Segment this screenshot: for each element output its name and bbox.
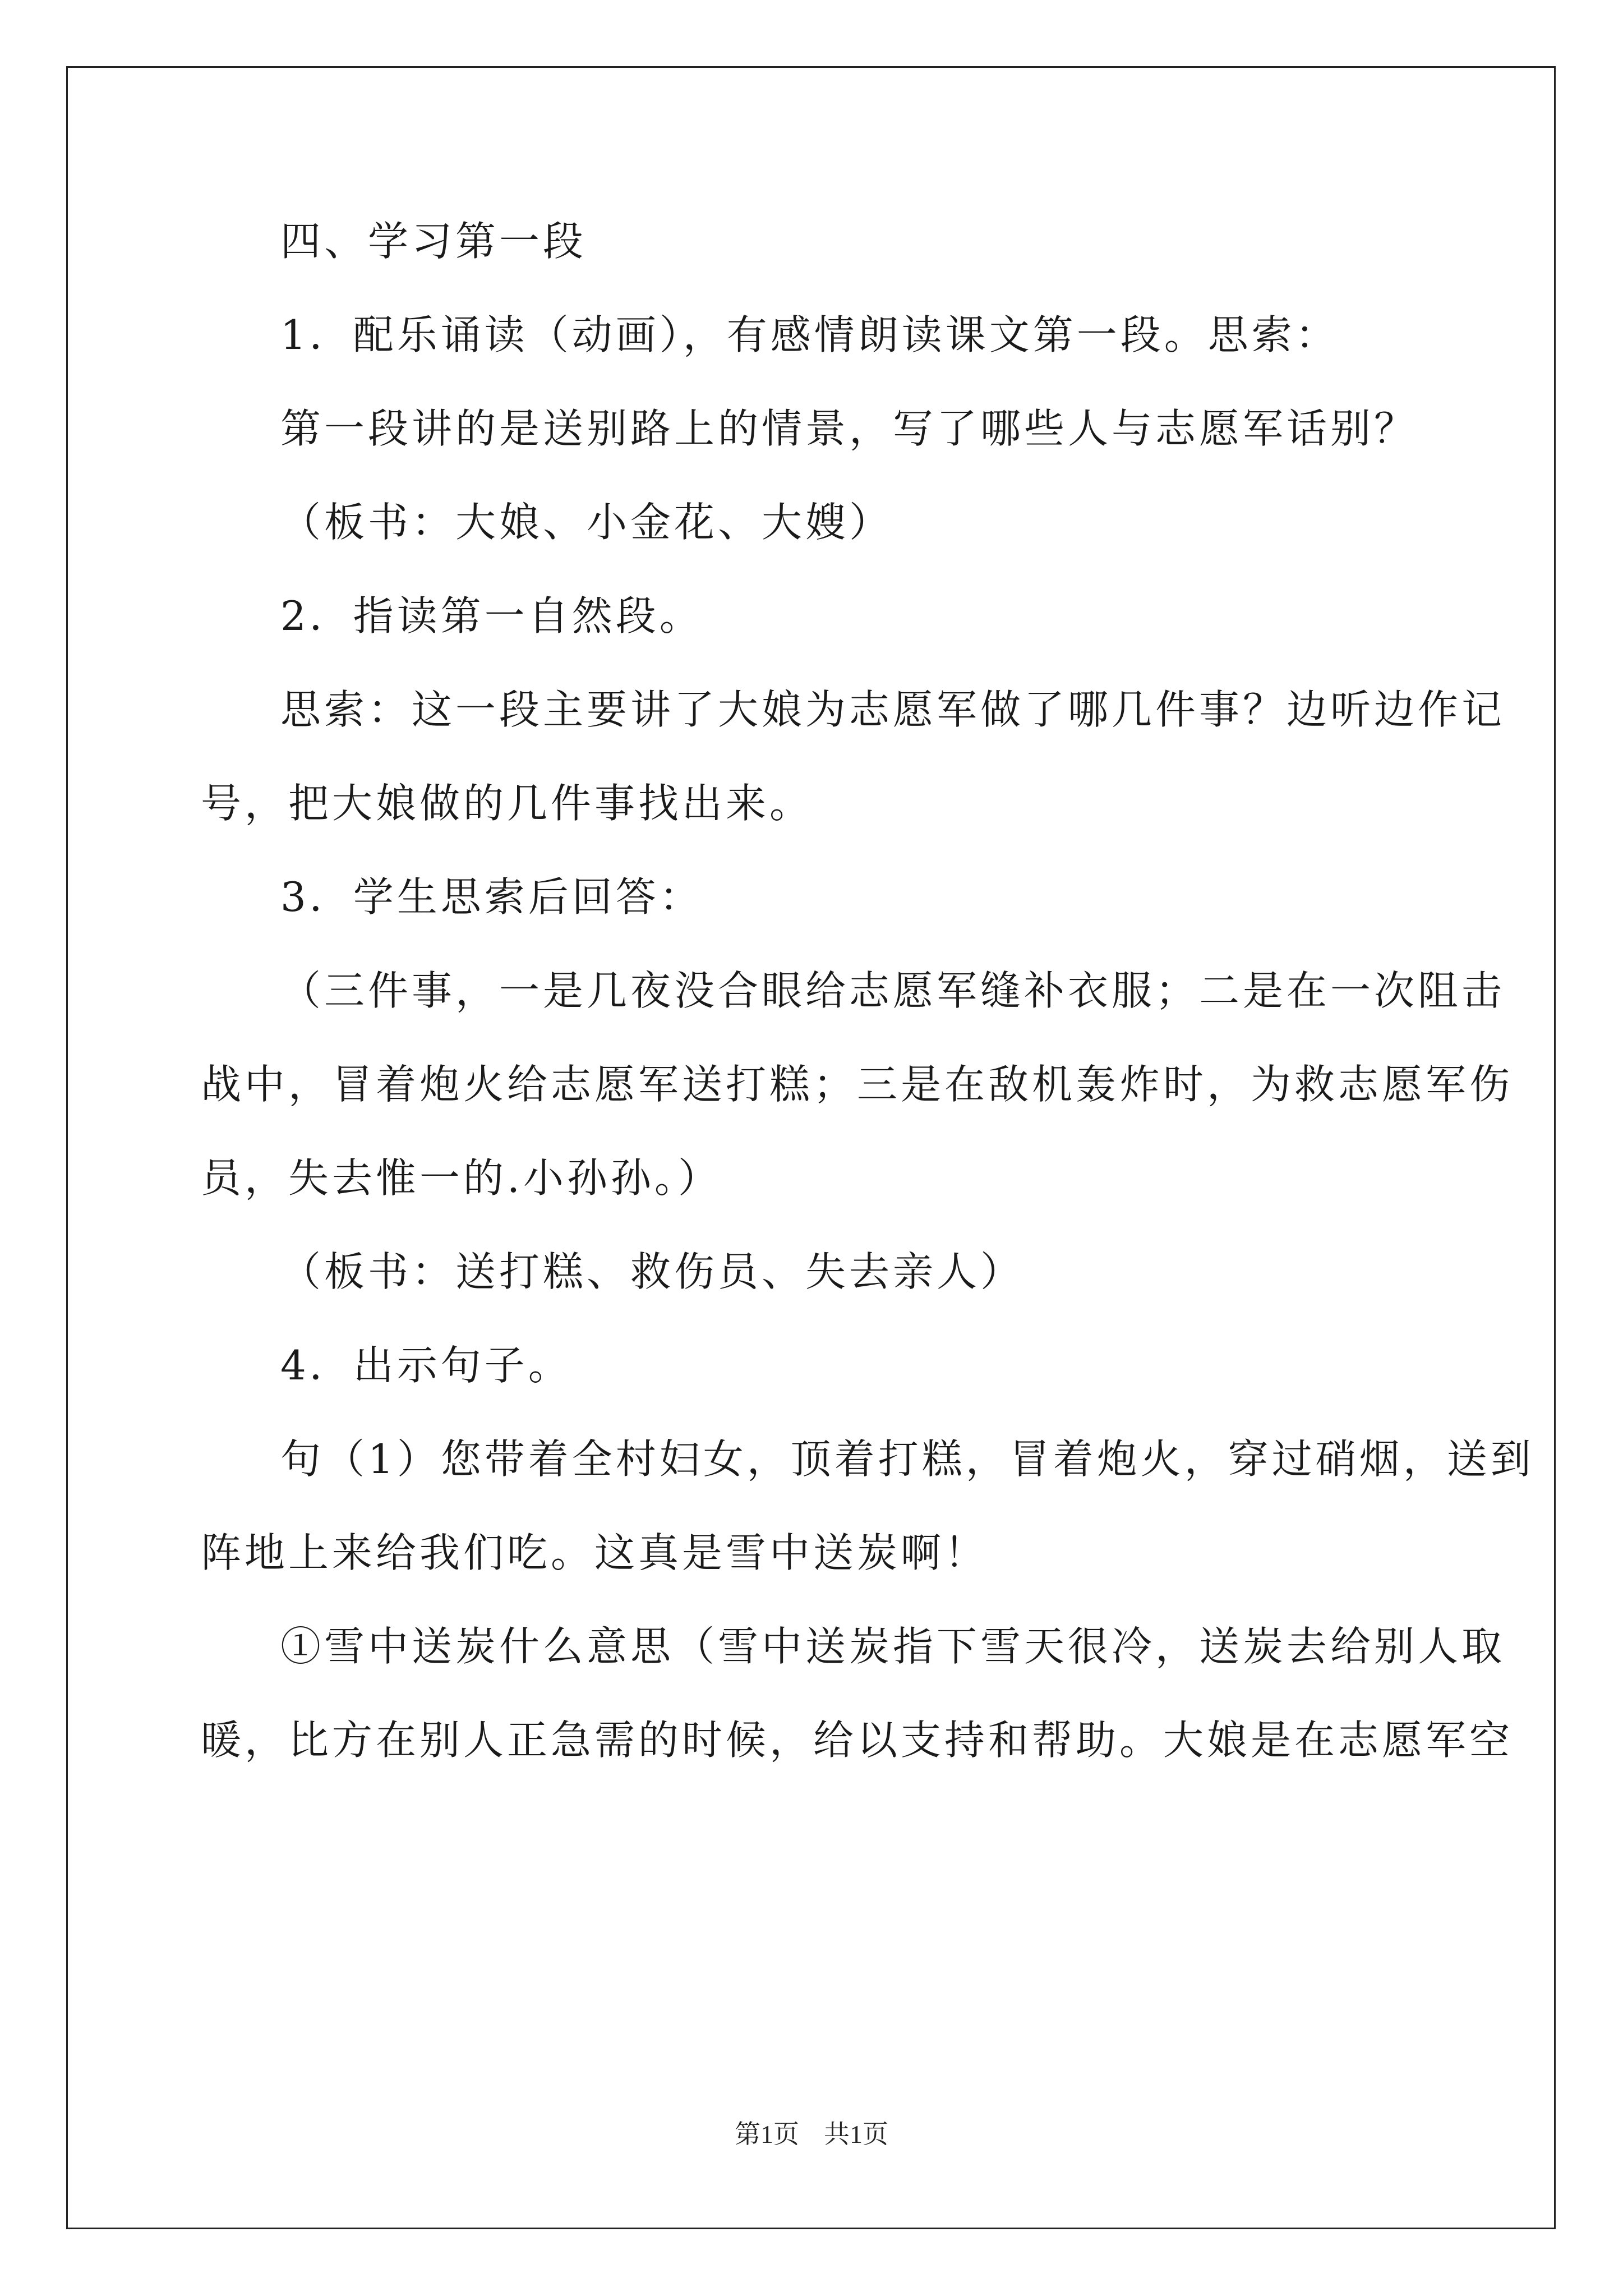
- paragraph-line: 战中，冒着炮火给志愿军送打糕；三是在敌机轰炸时，为救志愿军伤: [201, 1061, 1514, 1108]
- paragraph-line: 暖，比方在别人正急需的时候，给以支持和帮助。大娘是在志愿军空: [201, 1717, 1514, 1764]
- paragraph-line: 句（1）您带着全村妇女，顶着打糕，冒着炮火，穿过硝烟，送到: [280, 1435, 1534, 1483]
- paragraph-line: 号，把大娘做的几件事找出来。: [201, 780, 814, 827]
- paragraph-line: 员，失去惟一的.小孙孙。）: [201, 1154, 722, 1202]
- paragraph-line: 2．指读第一自然段。: [280, 592, 703, 639]
- paragraph-line: 1．配乐诵读（动画），有感情朗读课文第一段。思索：: [280, 311, 1339, 358]
- paragraph-line: 思索：这一段主要讲了大娘为志愿军做了哪几件事？边听边作记: [280, 686, 1506, 733]
- paragraph-line: 3．学生思索后回答：: [280, 873, 703, 921]
- paragraph-line: 第一段讲的是送别路上的情景，写了哪些人与志愿军话别？: [280, 405, 1418, 452]
- page-border: [66, 66, 1556, 2229]
- board-note-line: （板书：送打糕、救伤员、失去亲人）: [280, 1248, 1025, 1295]
- paragraph-line: 4．出示句子。: [280, 1342, 572, 1389]
- paragraph-line: 阵地上来给我们吃。这真是雪中送炭啊！: [201, 1529, 989, 1576]
- paragraph-line: ①雪中送炭什么意思（雪中送炭指下雪天很冷，送炭去给别人取: [280, 1623, 1506, 1670]
- board-note-line: （板书：大娘、小金花、大嫂）: [280, 499, 893, 546]
- page-total: 共1页: [824, 2120, 888, 2148]
- paragraph-line: （三件事，一是几夜没合眼给志愿军缝补衣服；二是在一次阻击: [280, 967, 1506, 1014]
- page-number: 第1页: [735, 2120, 799, 2148]
- section-heading: 四、学习第一段: [280, 218, 587, 265]
- page-footer: [0, 2118, 1623, 2151]
